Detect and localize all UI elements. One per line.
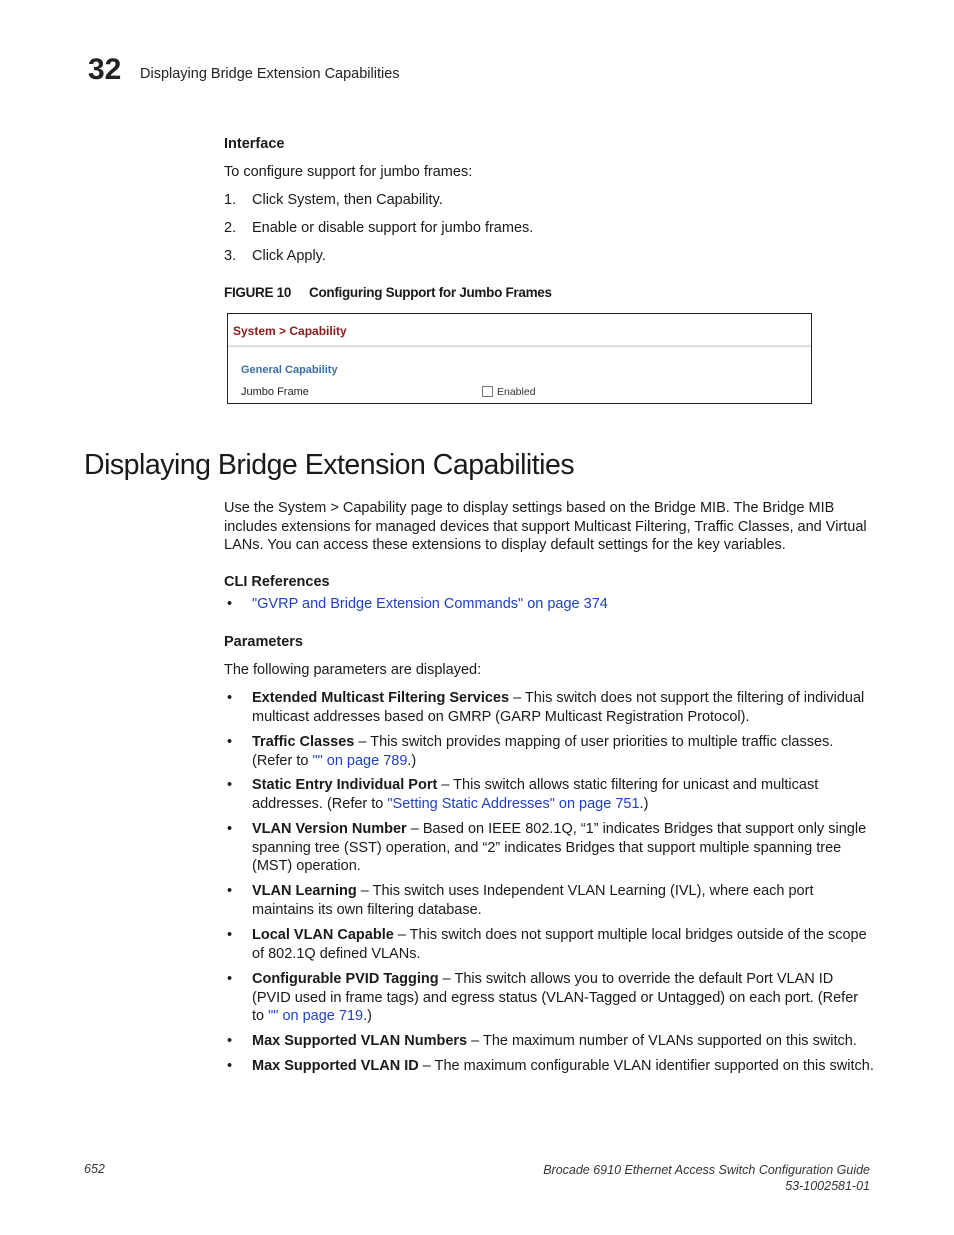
param-desc: – This switch does not support multiple local bridges outside of the scope of 802.1Q defined VLANs. [252,927,867,962]
jumbo-frame-label: Jumbo Frame [241,386,309,398]
bullet: • [227,883,233,899]
param-item [224,689,874,729]
bullet: • [227,971,233,987]
param-term: Max Supported VLAN ID [252,1058,419,1074]
page-number: 652 [84,1162,105,1176]
bullet: • [227,734,233,750]
param-link[interactable]: "Setting Static Addresses" on page 751 [387,795,640,812]
param-item [224,776,874,816]
step-2 [224,219,824,239]
step-text: Click Apply. [252,248,326,264]
param-item [224,1057,874,1077]
param-item [224,926,874,966]
param-term: Traffic Classes [252,734,355,750]
param-item [224,733,874,773]
figure-screenshot [227,313,812,404]
cli-reference-item [224,595,874,615]
param-desc: – Based on IEEE 802.1Q, “1” indicates Bridges that support only single spanning tree (SST) operation, and “2” indicates Bridges that support multiple spanning tree (MST) operation. [252,821,867,874]
param-desc: – The maximum number of VLANs supported on this switch. [467,1033,857,1049]
param-term: VLAN Version Number [252,821,407,837]
screenshot-section-title: General Capability [241,364,338,376]
step-number: 1. [224,192,237,208]
interface-heading: Interface [224,136,285,152]
bullet: • [227,927,233,943]
interface-intro: To configure support for jumbo frames: [224,164,473,180]
param-item [224,820,874,878]
step-text: Enable or disable support for jumbo frames. [252,220,534,236]
param-desc: – The maximum configurable VLAN identifier supported on this switch. [418,1058,874,1074]
parameters-intro: The following parameters are displayed: [224,662,482,678]
param-term: Extended Multicast Filtering Services [252,690,510,706]
chapter-title: Displaying Bridge Extension Capabilities [140,66,400,82]
cli-reference-link[interactable]: "GVRP and Bridge Extension Commands" on page 374 [252,596,608,612]
screenshot-separator [228,345,811,348]
section-title: Displaying Bridge Extension Capabilities [84,449,575,481]
step-number: 2. [224,220,237,236]
cli-references-heading: CLI References [224,574,330,590]
param-term: Local VLAN Capable [252,927,394,943]
bullet: • [227,821,233,837]
param-desc-end: .) [407,752,417,769]
param-desc-end: .) [639,795,649,812]
doc-number: 53-1002581-01 [785,1179,870,1193]
bullet: • [227,690,233,706]
step-text: Click System, then Capability. [252,192,443,208]
section-paragraph: Use the System > Capability page to display settings based on the Bridge MIB. The Bridge MIB includes extensions for managed devices that support Multicast Filtering, Traffic Classes, and Virtual LANs. You can access these extensions to display default settings for the key variables. [224,500,867,553]
param-desc: – This switch allows you to override the default Port VLAN ID (PVID used in frame tags) and egress status (VLAN-Tagged or Untagged) on each port. (Refer to [252,971,859,1024]
param-item [224,970,874,1028]
param-desc-end: .) [363,1008,372,1024]
param-term: Max Supported VLAN Numbers [252,1033,468,1049]
param-desc: – This switch provides mapping of user priorities to multiple traffic classes. (Refer to [252,734,834,769]
param-desc: – This switch uses Independent VLAN Learning (IVL), where each port maintains its own filtering database. [252,883,814,918]
bullet: • [227,1058,233,1074]
book-title: Brocade 6910 Ethernet Access Switch Configuration Guide [543,1163,870,1177]
param-term: VLAN Learning [252,883,357,899]
param-desc: – This switch allows static filtering for unicast and multicast addresses. (Refer to [252,777,819,812]
step-1 [224,191,824,211]
parameters-heading: Parameters [224,634,303,650]
bullet: • [227,596,233,612]
param-item [224,882,874,922]
figure-caption [224,285,552,300]
param-term: Configurable PVID Tagging [252,971,439,987]
param-link[interactable]: "" on page 789 [312,752,408,769]
step-number: 3. [224,248,237,264]
screenshot-page-title: System > Capability [233,324,347,338]
jumbo-frame-checkbox[interactable] [482,386,493,397]
bullet: • [227,777,233,793]
jumbo-frame-enabled-label: Enabled [497,386,536,398]
param-link[interactable]: "" on page 719 [268,1008,364,1024]
param-desc: – This switch does not support the filtering of individual multicast addresses based on GMRP (GARP Multicast Registration Protocol). [252,690,865,725]
param-term: Static Entry Individual Port [252,777,438,793]
step-3 [224,247,824,267]
param-item [224,1032,874,1052]
figure-caption-text: Configuring Support for Jumbo Frames [309,285,552,300]
bullet: • [227,1033,233,1049]
footer-book-info [543,1162,870,1194]
figure-label: FIGURE 10 [224,285,292,300]
chapter-number: 32 [88,53,122,86]
